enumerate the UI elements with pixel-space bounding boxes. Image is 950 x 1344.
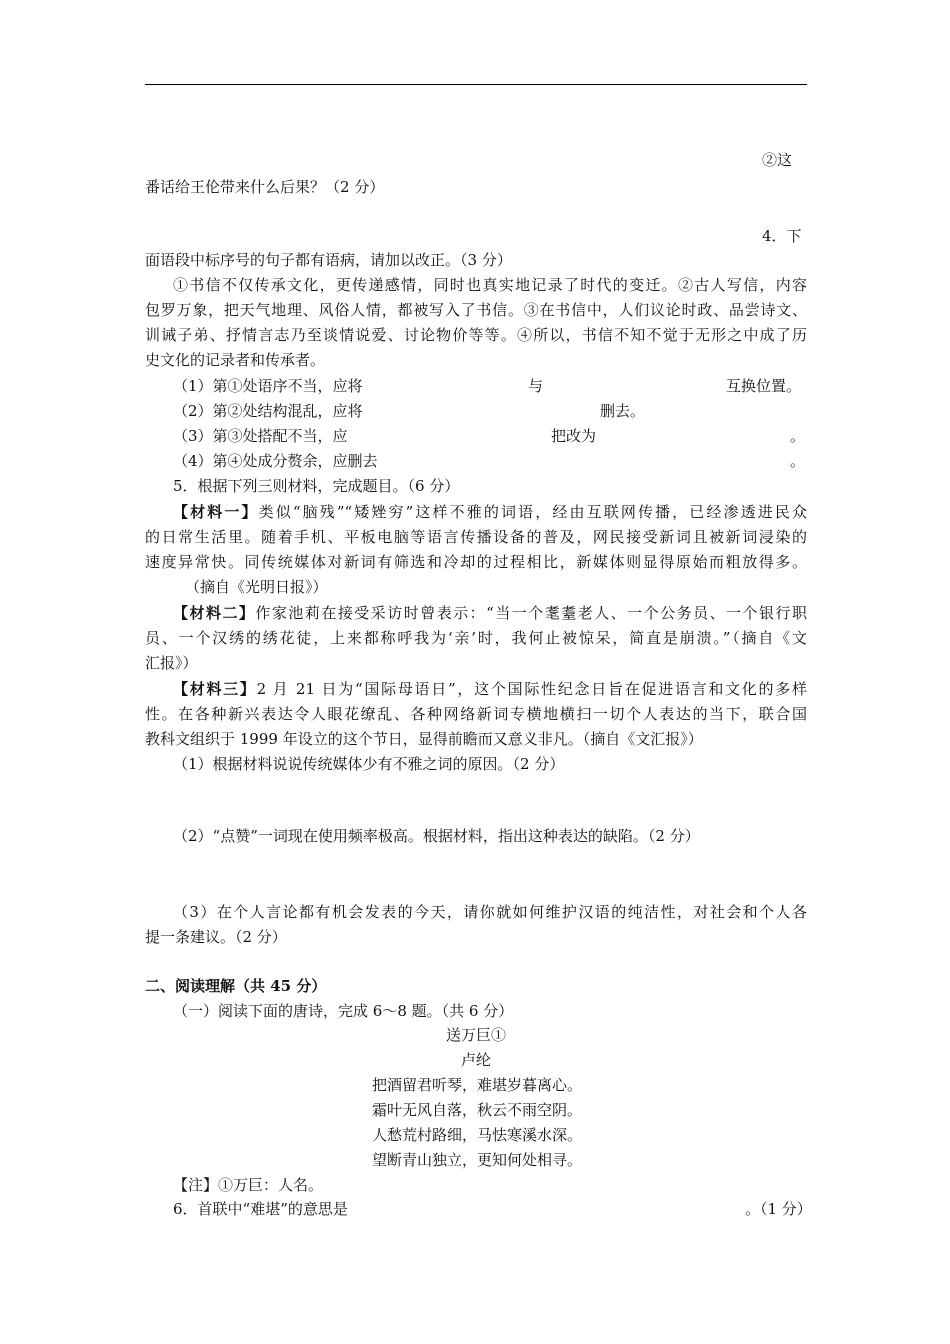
q4-fill3-a: （3）第③处搭配不当，应	[173, 427, 348, 445]
material1-label: 【材料一】	[173, 503, 259, 521]
poem-title: 送万巨①	[445, 1026, 506, 1044]
q3-sub2-start: ②这	[762, 151, 793, 169]
material3-label: 【材料三】	[173, 680, 257, 698]
q5-material2-line: 汇报》）	[145, 654, 198, 672]
q4-fill4-a: （4）第④处成分赘余，应删去	[173, 452, 378, 470]
q5-sub2: （2）“点赞”一词现在使用频率极高。根据材料，指出这种表达的缺陷。（2 分）	[173, 827, 700, 845]
q5-material3-line: 性。在各种新兴表达令人眼花缭乱、各种网络新词专横地横扫一切个人表达的当下，联合国	[145, 705, 807, 723]
q4-fill4-b: 。	[790, 452, 806, 470]
q4-fill1-c: 互换位置。	[726, 377, 802, 395]
material2-label: 【材料二】	[173, 604, 256, 622]
q5-sub3: （3）在个人言论都有机会发表的今天，请你就如何维护汉语的纯洁性，对社会和个人各	[173, 903, 807, 921]
q5-material1-source: （摘自《光明日报》）	[185, 578, 328, 596]
q4-fill2-a: （2）第②处结构混乱，应将	[173, 402, 363, 420]
q6-score: 。（1 分）	[745, 1200, 812, 1218]
q5-sub3-rest: 提一条建议。（2 分）	[145, 928, 287, 946]
q4-head-start: 4．下	[762, 227, 802, 245]
part1-intro: （一）阅读下面的唐诗，完成 6～8 题。（共 6 分）	[173, 1002, 514, 1020]
q4-passage-line: 训诫子弟、抒情言志乃至谈情说爱、讨论物价等等。④所以，书信不知不觉于无形之中成了历	[145, 326, 807, 344]
q5-head: 5．根据下列三则材料，完成题目。（6 分）	[173, 477, 460, 495]
q4-head-rest: 面语段中标序号的句子都有语病，请加以改正。（3 分）	[145, 251, 512, 269]
poem-line: 望断青山独立，更知何处相寻。	[372, 1151, 583, 1169]
q4-passage-line: 史文化的记录者和传承者。	[145, 351, 326, 369]
q4-fill3-b: 把改为	[551, 427, 597, 445]
q4-passage-line: ①书信不仅传承文化，更传递感情，同时也真实地记录了时代的变迁。②古人写信，内容	[173, 276, 807, 294]
q5-sub1: （1）根据材料说说传统媒体少有不雅之词的原因。（2 分）	[173, 755, 565, 773]
q5-material1-line: 速度异常快。同传统媒体对新词有筛选和冷却的过程相比，新媒体则显得原始而粗放得多。	[145, 553, 807, 571]
q3-sub2-rest: 番话给王伦带来什么后果？（2 分）	[145, 178, 385, 196]
poem-line: 人愁荒村路细，马怯寒溪水深。	[372, 1126, 583, 1144]
q4-fill3-c: 。	[790, 427, 806, 445]
q6-text: 6．首联中“难堪”的意思是	[173, 1200, 348, 1218]
q5-material3-line: 教科文组织于 1999 年设立的这个节日，显得前瞻而又意义非凡。（摘自《文汇报》）	[145, 730, 703, 748]
section-title: 二、阅读理解（共 45 分）	[145, 977, 327, 995]
q5-material1-line: 【材料一】类似“脑残”“矮矬穷”这样不雅的词语，经由互联网传播，已经渗透进民众	[173, 503, 807, 521]
poem-line: 霜叶无风自落，秋云不雨空阴。	[372, 1101, 583, 1119]
q4-fill2-b: 删去。	[600, 402, 646, 420]
q4-passage-line: 包罗万象，把天气地理、风俗人情，都被写入了书信。③在书信中，人们议论时政、品尝诗文、	[145, 301, 807, 319]
q5-material2-line: 【材料二】作家池莉在接受采访时曾表示：“当一个耄耋老人、一个公务员、一个银行职	[173, 604, 807, 622]
q4-fill1-a: （1）第①处语序不当，应将	[173, 377, 363, 395]
q4-fill1-b: 与	[528, 377, 544, 395]
header-rule	[145, 84, 807, 85]
poem-line: 把酒留君听琴，难堪岁暮离心。	[372, 1076, 583, 1094]
q5-material1-line: 的日常生活里。随着手机、平板电脑等语言传播设备的普及，网民接受新词且被新词浸染的	[145, 528, 807, 546]
q5-material2-line: 员、一个汉绣的绣花徒，上来都称呼我为‘亲’时，我何止被惊呆，简直是崩溃。”（摘自《文	[145, 629, 807, 647]
poem-note: 【注】①万巨：人名。	[173, 1176, 324, 1194]
q5-material3-line: 【材料三】2 月 21 日为“国际母语日”，这个国际性纪念日旨在促进语言和文化的多样	[173, 680, 807, 698]
poem-author: 卢纶	[460, 1051, 491, 1069]
